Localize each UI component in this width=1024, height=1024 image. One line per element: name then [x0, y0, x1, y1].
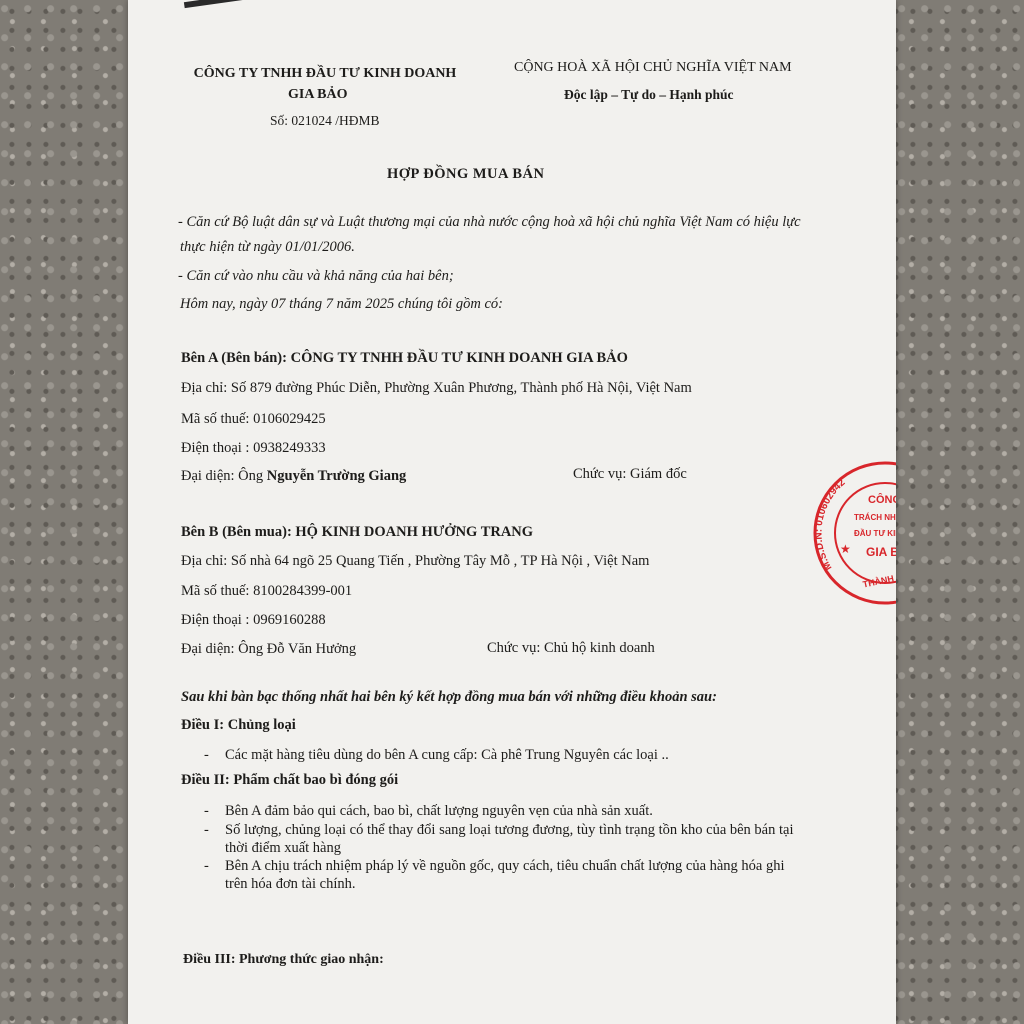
national-motto: Độc lập – Tự do – Hạnh phúc: [564, 87, 734, 102]
agreement-intro: Sau khi bàn bạc thống nhất hai bên ký kết hợp đồng mua bán với những điều khoản sau:: [181, 689, 717, 705]
party-a-representative: [181, 468, 406, 485]
article-2-item-1: Bên A đảm bảo qui cách, bao bì, chất lượng nguyên vẹn của nhà sản xuất.: [225, 803, 653, 819]
preamble-line4: Hôm nay, ngày 07 tháng 7 năm 2025 chúng tôi gồm có:: [180, 296, 503, 312]
article-2-heading: Điều II: Phẩm chất bao bì đóng gói: [181, 772, 399, 788]
party-b-representative: Đại diện: Ông Đỗ Văn Hưởng: [181, 641, 357, 657]
article-2-bullet-3: -: [204, 858, 209, 874]
seal-bottom-text: THÀNH PH: [861, 570, 910, 590]
seal-ring-text: M.S.D.N: 010602942: [813, 477, 848, 573]
party-a-position: Chức vụ: Giám đốc: [573, 466, 687, 482]
company-name-line1: CÔNG TY TNHH ĐẦU TƯ KINH DOANH: [193, 66, 457, 81]
pencil-edge: [184, 0, 244, 8]
article-2-bullet-2: -: [204, 822, 209, 838]
article-2-item-3-line2: trên hóa đơn tài chính.: [225, 876, 356, 892]
company-name-line2: GIA BẢO: [288, 87, 348, 102]
article-1-item: Các mặt hàng tiêu dùng do bên A cung cấp: Cà phê Trung Nguyên các loại ..: [225, 747, 669, 763]
article-1-heading: Điều I: Chủng loại: [181, 717, 296, 733]
party-a-phone: Điện thoại : 0938249333: [181, 440, 326, 456]
party-a-heading: [181, 350, 628, 367]
seal-line-2: TRÁCH NHIỆ: [854, 513, 904, 522]
party-b-tax-code: Mã số thuế: 8100284399-001: [181, 583, 353, 599]
party-a-name: CÔNG TY TNHH ĐẦU TƯ KINH DOANH GIA BẢO: [290, 350, 628, 366]
article-2-bullet-1: -: [204, 803, 209, 819]
preamble-line1: - Căn cứ Bộ luật dân sự và Luật thương mại của nhà nước cộng hoà xã hội chủ nghĩa Việt Nam có hiệu lực: [178, 214, 801, 230]
republic-heading: CỘNG HOÀ XÃ HỘI CHỦ NGHĨA VIỆT NAM: [514, 60, 792, 75]
article-3-heading: Điều III: Phương thức giao nhận:: [183, 952, 384, 967]
doc-number: Số: 021024 /HĐMB: [270, 113, 380, 128]
seal-star-icon: ★: [840, 542, 851, 556]
contract-title: HỢP ĐỒNG MUA BÁN: [387, 166, 545, 182]
party-a-rep-prefix: Đại diện: Ông: [181, 468, 267, 484]
preamble-line3: - Căn cứ vào nhu cầu và khả năng của hai bên;: [178, 268, 454, 284]
party-b-label: Bên B (Bên mua):: [181, 524, 292, 540]
article-2-item-3-line1: Bên A chịu trách nhiệm pháp lý về nguồn gốc, quy cách, tiêu chuẩn chất lượng của hàng hóa ghi: [225, 858, 785, 874]
contract-page: [128, 0, 910, 1024]
seal-line-3: ĐẦU TƯ KIN: [854, 529, 902, 538]
article-2-item-2-line1: Số lượng, chủng loại có thể thay đổi sang loại tương đương, tùy tình trạng tồn kho của bên bán tại: [225, 822, 794, 838]
party-b-heading: [181, 524, 533, 541]
party-b-name: HỘ KINH DOANH HƯỞNG TRANG: [295, 524, 534, 540]
party-a-label: Bên A (Bên bán):: [181, 350, 287, 366]
article-1-bullet: -: [204, 747, 209, 763]
party-b-phone: Điện thoại : 0969160288: [181, 612, 326, 628]
party-a-address: Địa chỉ: Số 879 đường Phúc Diễn, Phường Xuân Phương, Thành phố Hà Nội, Việt Nam: [181, 380, 692, 396]
seal-line-1: CÔNG: [868, 494, 901, 506]
company-seal-stamp: [810, 458, 910, 608]
article-2-item-2-line2: thời điểm xuất hàng: [225, 840, 341, 856]
seal-line-4: GIA B: [866, 545, 899, 559]
party-a-rep-name: Nguyễn Trường Giang: [266, 468, 407, 484]
preamble-line2: thực hiện từ ngày 01/01/2006.: [180, 239, 355, 255]
party-b-address: Địa chỉ: Số nhà 64 ngõ 25 Quang Tiến , Phường Tây Mỗ , TP Hà Nội , Việt Nam: [181, 553, 650, 569]
party-b-position: Chức vụ: Chủ hộ kinh doanh: [487, 640, 655, 656]
party-a-tax-code: Mã số thuế: 0106029425: [181, 411, 326, 427]
